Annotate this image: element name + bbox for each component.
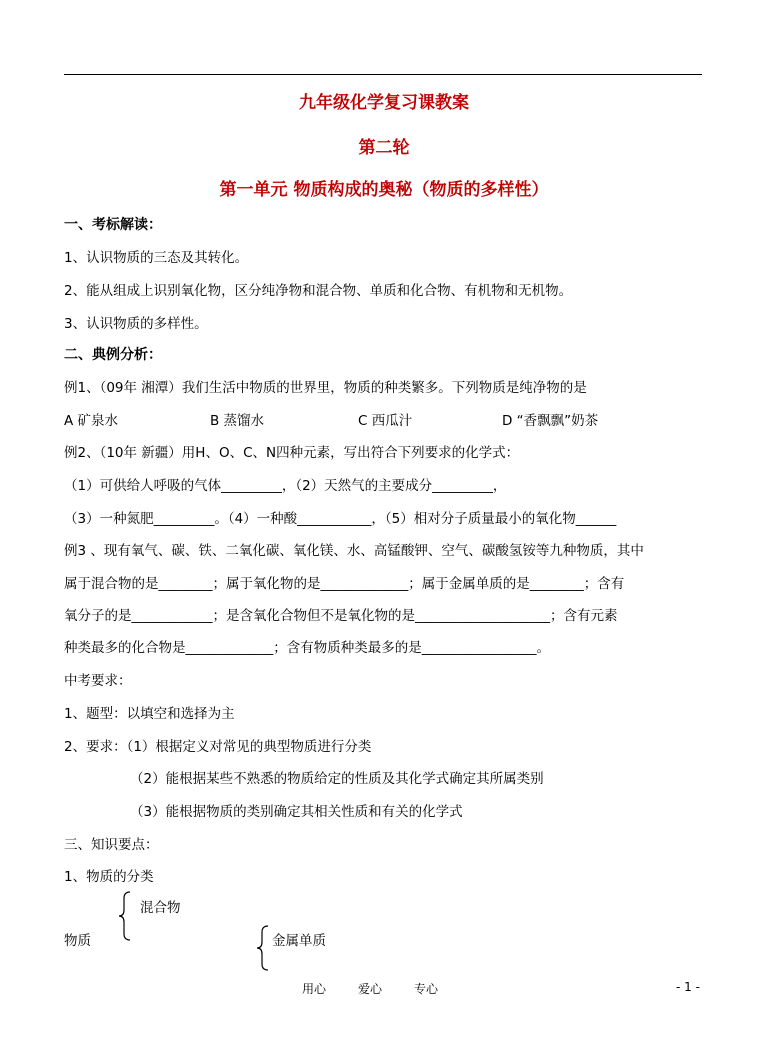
example1-option-c: C 西瓜汁 [358,413,413,429]
section2-heading: 二、典例分析： [64,347,162,363]
section1-item-3: 3、认识物质的多样性。 [64,316,208,332]
brace-left-icon [116,890,136,942]
section1-item-2: 2、能从组成上识别氧化物，区分纯净物和混合物、单质和化合物、有机物和无机物。 [64,283,573,299]
requirement-item-1: 1、题型：以填空和选择为主 [64,706,235,722]
section1-heading: 一、考标解读： [64,217,162,233]
unit-title: 第一单元 物质构成的奥秘（物质的多样性） [219,180,549,200]
tree-root: 物质 [64,933,91,949]
example3-line-3: 氧分子的是____________；是含氧化合物但不是氧化物的是____________________；含有元素 [64,608,618,624]
requirement-item-2c: （3）能根据物质的类别确定其相关性质和有关的化学式 [130,804,463,820]
footer-motto-2: 爱心 [358,982,383,996]
example1-question: 例1、（09年 湘潭）我们生活中物质的世界里，物质的种类繁多。下列物质是纯净物的是 [64,380,587,396]
header-rule [64,74,702,75]
tree-branch-metal-element: 金属单质 [272,933,326,949]
tree-branch-mixture: 混合物 [140,900,181,916]
doc-subtitle: 第二轮 [358,138,410,158]
example2-line-2: （3）一种氮肥_________。（4）一种酸___________，（5）相对分子质量最小的氧化物______ [64,511,617,527]
example3-line-1: 例3 、现有氧气、碳、铁、二氧化碳、氧化镁、水、高锰酸钾、空气、碳酸氢铵等九种物质，其中 [64,543,644,559]
example3-line-4: 种类最多的化合物是_____________；含有物质种类最多的是_________________。 [64,640,550,656]
footer-motto-3: 专心 [414,982,439,996]
example1-option-d: D “香飘飘”奶茶 [502,413,599,429]
section3-item-1: 1、物质的分类 [64,869,154,885]
footer-motto-1: 用心 [302,982,327,996]
section3-heading: 三、知识要点： [64,837,159,853]
example2-question: 例2、（10年 新疆）用H、O、C、N四种元素，写出符合下列要求的化学式： [64,445,520,461]
example1-option-b: B 蒸馏水 [210,413,265,429]
example3-line-2: 属于混合物的是________；属于氧化物的是_____________；属于金属单质的是________；含有 [64,576,625,592]
doc-title: 九年级化学复习课教案 [299,93,469,113]
example2-line-1: （1）可供给人呼吸的气体_________，（2）天然气的主要成分_________， [64,478,507,494]
page-number: - 1 - [676,980,700,994]
requirement-item-2b: （2）能根据某些不熟悉的物质给定的性质及其化学式确定其所属类别 [130,771,544,787]
brace-left-icon [254,924,274,972]
requirement-item-2: 2、要求：（1）根据定义对常见的典型物质进行分类 [64,739,372,755]
requirements-heading: 中考要求： [64,673,132,689]
section1-item-1: 1、认识物质的三态及其转化。 [64,250,249,266]
example1-option-a: A 矿泉水 [64,413,119,429]
